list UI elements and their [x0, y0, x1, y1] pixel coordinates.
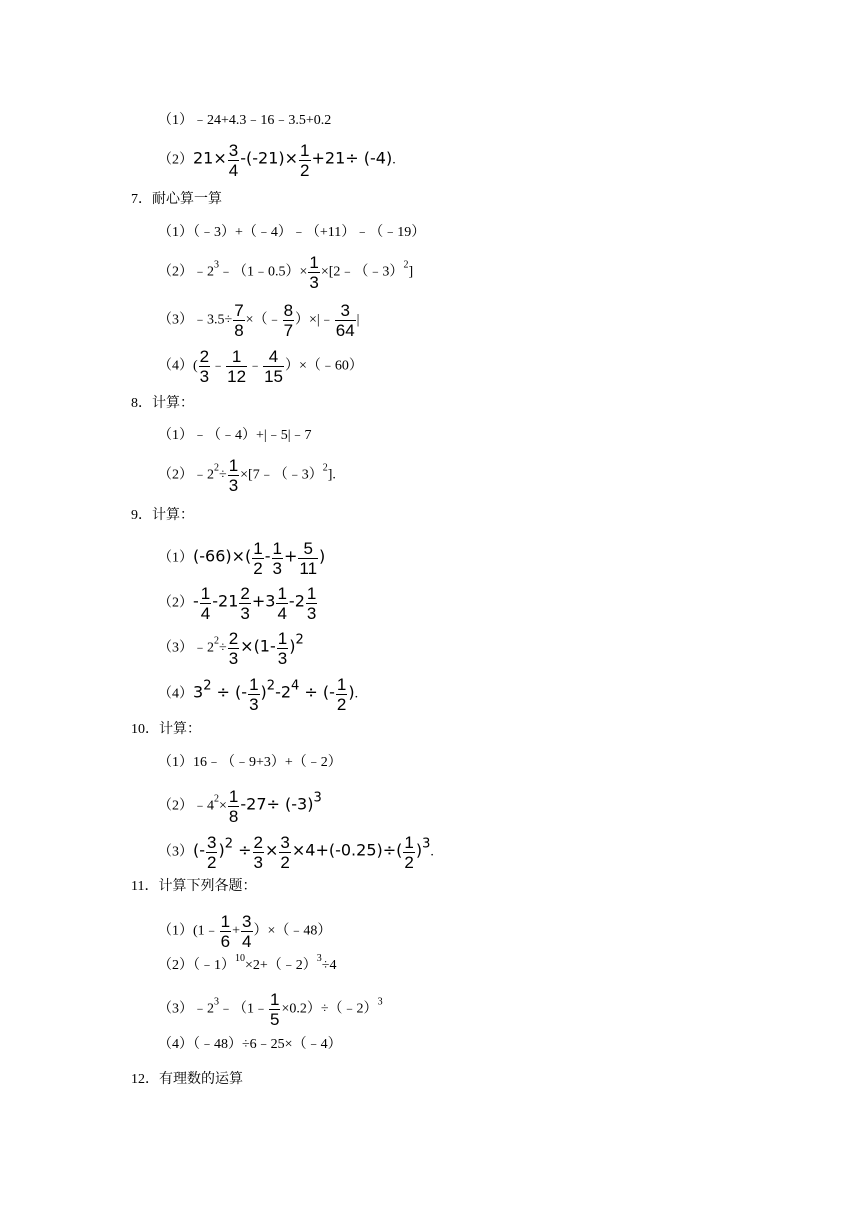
problem-11-3: $(3)﹣2^3﹣(1﹣$ $\frac{1}{5}$ ×0.2）÷（﹣2）$^3$ — [158, 990, 383, 1029]
problem-8-1 — [158, 427, 312, 445]
heading-12: 12．有理数的运算 — [131, 1072, 243, 1087]
item-label: （1） — [158, 225, 193, 240]
problem-11-2: （2）（﹣1）$^{10}$×2+（﹣2）$^3$÷4 — [158, 953, 337, 973]
problem-7-2: $(2)﹣2^3﹣(1﹣0.5)\times$ $\frac{1}{3}$ ×[2﹣（﹣3）$^2$] — [158, 253, 414, 292]
item-label: （1） — [158, 755, 193, 770]
problem-10-2: $(2)﹣4^2\times$ $\frac{1}{8}$ $-27\div (-3)^3$ — [158, 787, 322, 826]
problem-7-3: （3）﹣3.5÷ $\frac{7}{8}$ ×（﹣ $\frac{8}{7}$ ）×|﹣ $\frac{3}{64}$ | — [158, 301, 360, 340]
heading-11: 11．计算下列各题： — [131, 879, 257, 894]
item-label: （1） — [158, 550, 193, 566]
item-label: （1） — [158, 428, 193, 443]
problem-7-1 — [158, 224, 425, 242]
item-label: （3） — [158, 640, 193, 656]
item-label: （2） — [158, 958, 193, 973]
problem-8-2: $(2)﹣2^2\div$ $\frac{1}{3}$ ×[7﹣（﹣3）$^2$]. — [158, 456, 336, 495]
heading-7: 7．耐心算一算 — [131, 192, 222, 207]
item-label: （2） — [158, 798, 193, 814]
expression-text: 16﹣（﹣9+3）+（﹣2） — [193, 755, 342, 770]
item-label: （2） — [158, 467, 193, 483]
item-label: （2） — [158, 595, 193, 611]
item-label: （4） — [158, 1037, 193, 1052]
problem-11-1: （1）(1﹣ $\frac{1}{6}$ + $\frac{3}{4}$ ）×（﹣48） — [158, 912, 332, 951]
heading-10: 10．计算： — [131, 722, 201, 737]
expression-text: （﹣48）÷6﹣25×（﹣4） — [193, 1037, 342, 1052]
expression-text: ﹣24+4.3﹣16﹣3.5+0.2 — [193, 113, 332, 128]
item-label: （2） — [158, 152, 193, 168]
item-label: （1） — [158, 923, 193, 939]
item-label: （3） — [158, 312, 193, 328]
item-label: （4） — [158, 686, 193, 702]
problem-9-3: $(3)﹣2^2\div$ $\frac{2}{3}$ ×(1- $\frac{1}{3}$ )$^2$ — [158, 629, 304, 668]
problem-10-1 — [158, 754, 342, 772]
heading-9: 9．计算： — [131, 508, 194, 523]
item-label: （1） — [158, 113, 193, 128]
problem-6-1 — [158, 112, 331, 130]
heading-8: 8．计算： — [131, 396, 194, 411]
problem-11-4 — [158, 1036, 342, 1054]
expression-text: ﹣（﹣4）+|﹣5|﹣7 — [193, 428, 312, 443]
problem-7-4: （4）( $\frac{2}{3}$ ﹣ $\frac{1}{12}$ ﹣ $\frac{4}{15}$ ）×（﹣60） — [158, 347, 363, 386]
expression-text: （﹣3）+（﹣4）﹣（+11）﹣（﹣19） — [193, 225, 426, 240]
item-label: （4） — [158, 358, 193, 374]
item-label: （3） — [158, 844, 193, 860]
item-label: （3） — [158, 1001, 193, 1017]
problem-9-2: （2）- $\frac{1}{4}$ -21 $\frac{2}{3}$ +3 $\frac{1}{4}$ -2 $\frac{1}{3}$ — [158, 584, 317, 623]
problem-6-2: （2）21× $\frac{3}{4}$ -(-21)× $\frac{1}{2}$ +21÷ (-4). — [158, 141, 396, 180]
problem-9-1: （1）(-66)×( $\frac{1}{2}$ - $\frac{1}{3}$ + $\frac{5}{11}$ ) — [158, 539, 326, 578]
problem-9-4: $(4)3^2$ ÷ (- $\frac{1}{3}$ )$^2-2^4$ ÷ (- $\frac{1}{2}$ ). — [158, 675, 359, 714]
item-label: （2） — [158, 264, 193, 280]
problem-10-3: （3）(- $\frac{3}{2}$ )$^2$ ÷ $\frac{2}{3}$ × $\frac{3}{2}$ ×4+(-0.25)÷( $\frac{1}{2}$ )$^3$. — [158, 833, 434, 872]
